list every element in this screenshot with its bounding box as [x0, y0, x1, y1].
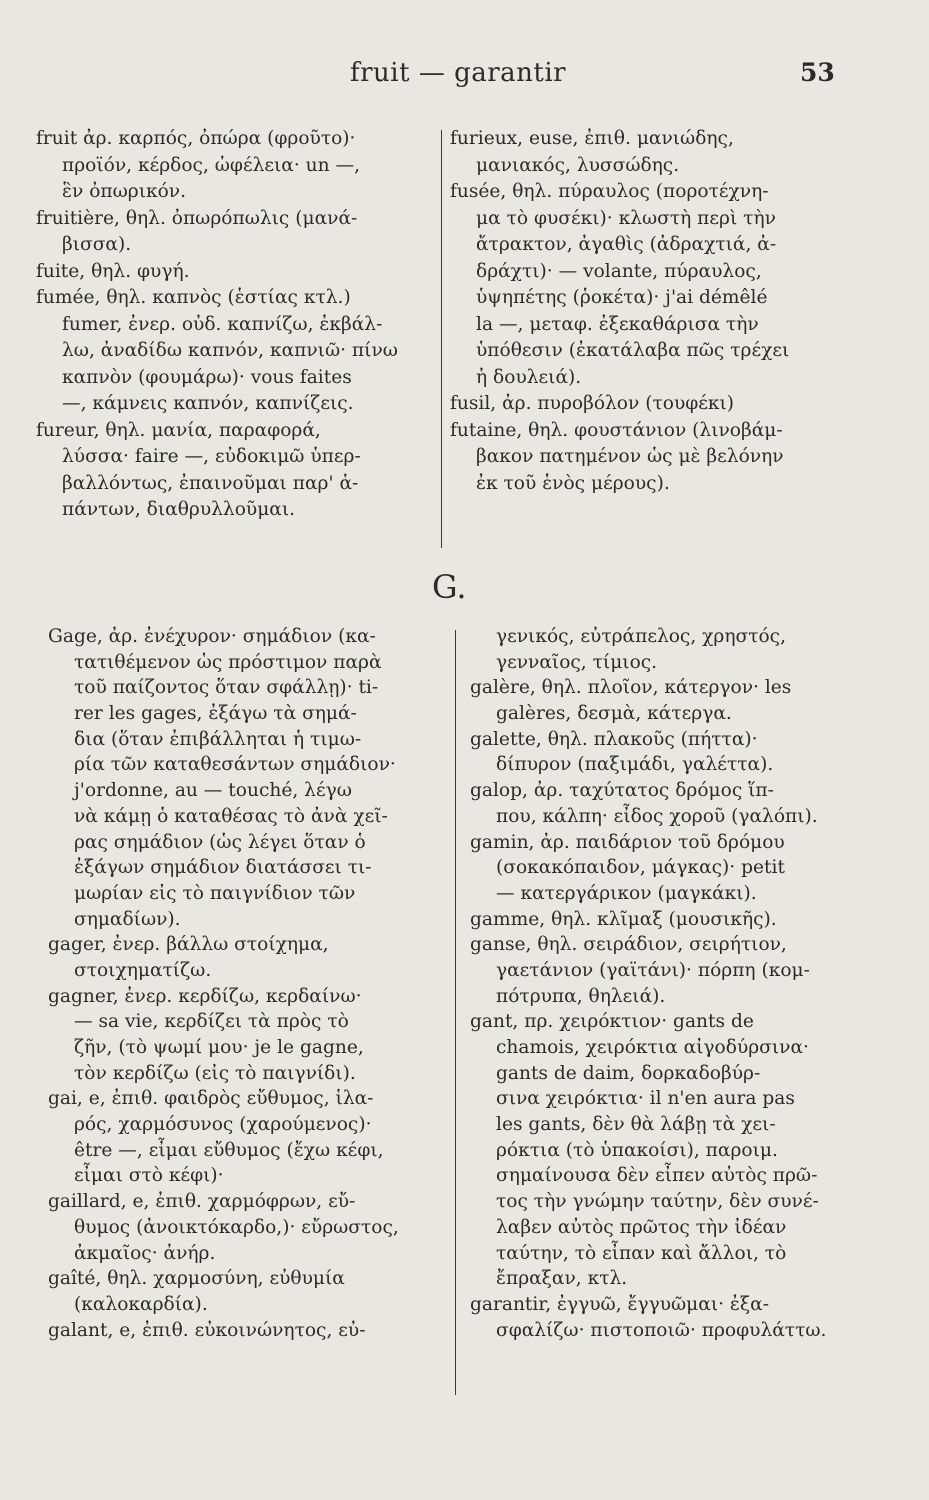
entry-line: σημαδίων).	[74, 908, 181, 930]
entry-line: σφαλίζω· πιστοποιῶ· προφυλάττω.	[496, 1319, 827, 1341]
entry-line: μανιακός, λυσσώδης.	[476, 154, 680, 176]
entry-line: λω, ἀναδίδω καπνόν, καπνιῶ· πίνω	[62, 340, 398, 361]
entry-line: gagner, ἐνερ. κερδίζω, κερδαίνω·	[48, 985, 362, 1007]
entry-line: ὑψηπέτης (ῥοκέτα)· j'ai démêlé	[476, 287, 768, 308]
column-bottom-right	[470, 624, 895, 1343]
entry-line: ὑπόθεσιν (ἐκατάλαβα πῶς τρέχει	[476, 340, 790, 361]
entry-line: γενναῖος, τίμιος.	[496, 651, 658, 673]
entry-line: galette, θηλ. πλακοῦς (πήττα)·	[470, 728, 758, 750]
entry-line: ρόκτια (τὸ ὑπακοίσι), παροιμ.	[496, 1139, 778, 1161]
entry-line: gaîté, θηλ. χαρμοσύνη, εὐθυμία	[48, 1268, 345, 1290]
entry-line: gants de daim, δορκαδοβύρ-	[496, 1062, 761, 1084]
entry-line: galant, e, ἐπιθ. εὐκοινώνητος, εὐ-	[48, 1319, 366, 1341]
entry-line: ἐξάγων σημάδιον διατάσσει τι-	[74, 857, 372, 879]
entry-line: τατιθέμενον ὡς πρόστιμον παρὰ	[74, 651, 382, 673]
section-letter: G.	[432, 568, 467, 606]
entry-line: εἶμαι στὸ κέφι)·	[74, 1165, 224, 1187]
entry-line: la —, μεταφ. ἐξεκαθάρισα τὴν	[476, 313, 759, 335]
entry-line: δια (ὅταν ἐπιβάλληται ἡ τιμω-	[74, 728, 362, 750]
entry-line: — sa vie, κερδίζει τὰ πρὸς τὸ	[74, 1011, 349, 1033]
entry-line: gager, ἐνερ. βάλλω στοίχημα,	[48, 934, 329, 956]
entry-line: ρός, χαρμόσυνος (χαρούμενος)·	[74, 1114, 372, 1136]
entry-line: τὸν κερδίζω (εἰς τὸ παιγνίδι).	[74, 1062, 356, 1084]
running-head	[0, 58, 929, 92]
entry-line: σημαίνουσα δὲν εἶπεν αὐτὸς πρῶ-	[496, 1165, 818, 1187]
entry-line: fureur, θηλ. μανία, παραφορά,	[36, 419, 321, 441]
entry-line: garantir, ἐγγυῶ, ἔγγυῶμαι· ἐξα-	[470, 1293, 769, 1315]
entry-line: galop, ἀρ. ταχύτατος δρόμος ἵπ-	[470, 780, 774, 802]
entry-line: μα τὸ φυσέκι)· κλωστὴ περὶ τὴν	[476, 207, 776, 229]
entry-line: σινα χειρόκτια· il n'en aura pas	[496, 1088, 795, 1110]
page-number: 53	[800, 58, 835, 87]
entry-line: βαλλόντως, ἐπαινοῦμαι παρ' ἁ-	[62, 472, 359, 494]
entry-line: — κατεργάρικον (μαγκάκι).	[496, 882, 757, 904]
entry-line: ρία τῶν καταθεσάντων σημάδιον·	[74, 754, 396, 776]
entry-line: gant, πρ. χειρόκτιον· gants de	[470, 1011, 754, 1033]
entry-line: gamme, θηλ. κλῖμαξ (μουσικῆς).	[470, 908, 777, 930]
entry-line: καπνὸν (φουμάρω)· vous faites	[62, 366, 352, 388]
entry-line: fusil, ἀρ. πυροβόλον (τουφέκι)	[450, 393, 735, 414]
entry-line: μωρίαν εἰς τὸ παιγνίδιον τῶν	[74, 882, 356, 904]
entry-line: fruitière, θηλ. ὀπωρόπωλις (μανά-	[36, 207, 358, 229]
entry-line: gai, e, ἐπιθ. φαιδρὸς εὔθυμος, ἱλα-	[48, 1088, 374, 1110]
entry-line: ρας σημάδιον (ὡς λέγει ὅταν ὁ	[74, 831, 366, 853]
entry-line: λύσσα· faire —, εὐδοκιμῶ ὑπερ-	[62, 446, 361, 467]
entry-line: πάντων, διαθρυλλοῦμαι.	[62, 499, 296, 520]
entry-line: ganse, θηλ. σειράδιον, σειρήτιον,	[470, 934, 787, 956]
entry-line: ἔπραξαν, κτλ.	[496, 1268, 628, 1290]
entry-line: γαετάνιον (γαϊτάνι)· πόρπη (κομ-	[496, 959, 810, 981]
entry-line: στοιχηματίζω.	[74, 959, 212, 981]
entry-line: fuite, θηλ. φυγή.	[36, 260, 190, 282]
entry-line: θυμος (ἀνοικτόκαρδο,)· εὔρωστος,	[74, 1216, 399, 1238]
entry-line: gamin, ἀρ. παιδάριον τοῦ δρόμου	[470, 831, 785, 853]
entry-line: ζῆν, (τὸ ψωμί μου· je le gagne,	[74, 1037, 364, 1058]
entry-line: δίπυρον (παξιμάδι, γαλέττα).	[496, 754, 774, 776]
entry-line: fusée, θηλ. πύραυλος (ποροτέχνη-	[450, 181, 769, 202]
column-top-right	[450, 126, 890, 497]
entry-line: τοῦ παίζοντος ὅταν σφάλλῃ)· ti-	[74, 677, 379, 699]
entry-line: être —, εἶμαι εὔθυμος (ἔχω κέφι,	[74, 1139, 384, 1161]
entry-line: γενικός, εὐτράπελος, χρηστός,	[496, 626, 787, 647]
column-divider-top	[441, 130, 442, 548]
entry-line: Gage, ἀρ. ἐνέχυρον· σημάδιον (κα-	[48, 626, 376, 647]
entry-line: —, κάμνεις καπνόν, καπνίζεις.	[62, 393, 354, 414]
entry-line: ταύτην, τὸ εἶπαν καὶ ἄλλοι, τὸ	[496, 1242, 787, 1264]
entry-line: futaine, θηλ. φουστάνιον (λινοβάμ-	[450, 419, 783, 441]
column-top-left	[36, 126, 436, 524]
entry-line: (καλοκαρδία).	[74, 1293, 208, 1315]
entry-line: προϊόν, κέρδος, ὠφέλεια· un —,	[62, 154, 361, 176]
entry-line: gaillard, e, ἐπιθ. χαρμόφρων, εὔ-	[48, 1191, 356, 1213]
entry-line: βισσα).	[62, 234, 132, 255]
entry-line: rer les gages, ἐξάγω τὰ σημά-	[74, 703, 357, 725]
entry-line: j'ordonne, au — touché, λέγω	[74, 780, 352, 802]
entry-line: les gants, δὲν θὰ λάβῃ τὰ χει-	[496, 1114, 776, 1136]
entry-line: fumer, ἐνερ. οὐδ. καπνίζω, ἐκβάλ-	[62, 313, 383, 335]
running-title: fruit — garantir	[350, 58, 567, 88]
entry-line: νὰ κάμῃ ὁ καταθέσας τὸ ἀνὰ χεῖ-	[74, 805, 388, 827]
entry-line: βακον πατημένον ὡς μὲ βελόνην	[476, 446, 784, 467]
entry-line: πότρυπα, θηλειά).	[496, 985, 666, 1007]
entry-line: δράχτι)· — volante, πύραυλος,	[476, 260, 762, 282]
entry-line: ἄτρακτον, ἀγαθὶς (ἀδραχτιά, ἀ-	[476, 234, 777, 255]
column-divider-bottom	[455, 630, 456, 1395]
entry-line: fruit ἀρ. καρπός, ὀπώρα (φροῦτο)·	[36, 128, 356, 149]
entry-line: ἐκ τοῦ ἑνὸς μέρους).	[476, 472, 670, 494]
entry-line: galère, θηλ. πλοῖον, κάτεργον· les	[470, 677, 792, 699]
entry-line: που, κάλπη· εἶδος χοροῦ (γαλόπι).	[496, 805, 818, 827]
entry-line: galères, δεσμὰ, κάτεργα.	[496, 703, 732, 725]
entry-line: furieux, euse, ἐπιθ. μανιώδης,	[450, 128, 734, 149]
entry-line: chamois, χειρόκτια αἰγοδύρσινα·	[496, 1037, 809, 1058]
entry-line: ἓν ὀπωρικόν.	[62, 181, 187, 202]
entry-line: τος τὴν γνώμην ταύτην, δὲν συνέ-	[496, 1191, 819, 1213]
entry-line: ἀκμαῖος· ἀνήρ.	[74, 1242, 216, 1264]
entry-line: fumée, θηλ. καπνὸς (ἑστίας κτλ.)	[36, 287, 351, 308]
entry-line: λαβεν αὐτὸς πρῶτος τὴν ἰδέαν	[496, 1216, 787, 1238]
entry-line: ἡ δουλειά).	[476, 366, 582, 388]
column-bottom-left	[48, 624, 443, 1343]
entry-line: (σοκακόπαιδον, μάγκας)· petit	[496, 857, 785, 879]
